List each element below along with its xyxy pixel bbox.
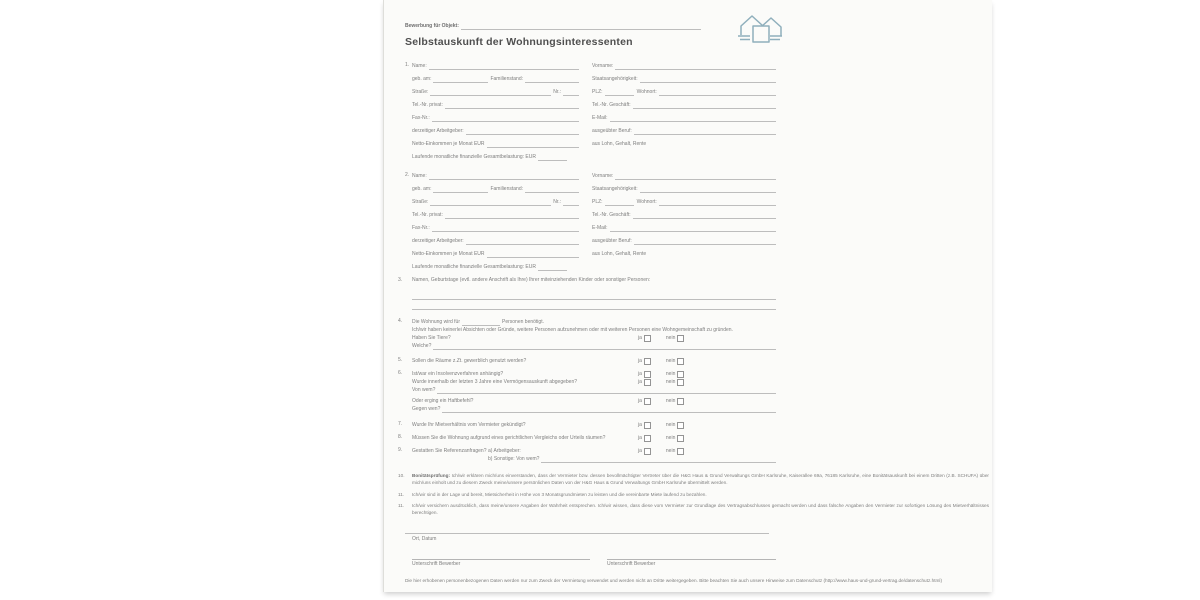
welche-label: Welche?	[412, 343, 432, 349]
geb-am-label: geb. am:	[412, 186, 432, 192]
name-label: Name:	[412, 173, 427, 179]
yes-checkbox	[644, 371, 651, 378]
strasse-input-line	[430, 198, 551, 206]
gesamtbelastung-input-line	[538, 153, 567, 161]
familienstand-input-line	[525, 185, 579, 193]
welche-input-line	[433, 342, 776, 350]
staatsangehoerigkeit-input-line	[640, 75, 776, 83]
section-number: 2.	[405, 172, 410, 178]
yes-checkbox	[644, 422, 651, 429]
familienstand-input-line	[525, 75, 579, 83]
blank-input-line	[412, 290, 776, 300]
question-3	[398, 277, 776, 310]
yes-no-group	[638, 379, 684, 386]
no-label: nein	[665, 398, 676, 404]
vorname-input-line	[615, 62, 776, 70]
tel-geschaeft-label: Tel.-Nr. Geschäft:	[592, 212, 631, 218]
field-row	[412, 245, 776, 258]
question-number: 4.	[398, 318, 403, 324]
netto-einkommen-label: Netto-Einkommen je Monat EUR	[412, 141, 485, 147]
tel-privat-input-line	[445, 211, 579, 219]
arbeitgeber-label: derzeitiger Arbeitgeber:	[412, 128, 464, 134]
bonitaetspruefung-lead: Bonitätsprüfung:	[412, 473, 451, 478]
geb-am-label: geb. am:	[412, 76, 432, 82]
geb-am-input-line	[433, 75, 488, 83]
question-number: 11.	[398, 503, 405, 508]
arbeitgeber-input-line	[466, 237, 579, 245]
staatsangehoerigkeit-label: Staatsangehörigkeit:	[592, 76, 638, 82]
yes-no-group	[638, 435, 684, 442]
no-label: nein	[665, 358, 676, 364]
fax-label: Fax-Nr.:	[412, 115, 430, 121]
email-label: E-Mail:	[592, 115, 608, 121]
yes-no-group	[638, 371, 684, 378]
no-checkbox	[677, 379, 684, 386]
question-9-text: Gestatten Sie Referenzanfragen?	[412, 448, 487, 454]
field-row	[412, 70, 776, 83]
question-8	[398, 434, 776, 442]
gegen-wen-input-line	[442, 405, 776, 413]
plz-label: PLZ:	[592, 89, 603, 95]
gesamtbelastung-label: Laufende monatliche finanzielle Gesamtbelastung: EUR	[412, 154, 536, 160]
field-row	[412, 167, 776, 180]
vorname-label: Vorname:	[592, 173, 614, 179]
question-6-line1: Ist/war ein Insolvenzverfahren anhängig?	[412, 371, 504, 377]
question-number: 7.	[398, 421, 403, 427]
field-row	[412, 57, 776, 70]
email-label: E-Mail:	[592, 225, 608, 231]
question-9	[398, 447, 776, 463]
nr-input-line	[563, 88, 579, 96]
privacy-footer: Die hier erhobenen personenbezogenen Daten werden nur zum Zweck der Vermietung verwendet und werden nicht an Dritte weitergegeben. Bitte beachten Sie auch unsere Hinweise zum Datenschutz (http://www.haus-und-grund-vertrag.de/datenschutz.html)	[405, 578, 943, 583]
question-10	[398, 472, 989, 486]
arbeitgeber-label: derzeitiger Arbeitgeber:	[412, 238, 464, 244]
wohnort-input-line	[659, 88, 776, 96]
field-row	[412, 219, 776, 232]
yes-label: ja	[638, 371, 642, 377]
question-4-line2: Ich/wir haben keinerlei Absichten oder Gründe, weitere Personen aufzunehmen oder mit weiteren Personen eine Wohngemeinschaft zu gründen.	[412, 327, 733, 333]
referenz-sonstige-label: b) Sonstige: Von wem?	[488, 456, 540, 462]
name-input-line	[429, 172, 579, 180]
aus-lohn-label: aus Lohn, Gehalt, Rente	[592, 141, 647, 147]
field-row	[412, 180, 776, 193]
question-5-text: Sollen die Räume z.Zt. gewerblich genutzt werden?	[412, 358, 527, 364]
question-11a-text: Ich/wir sind in der Lage und bereit, Mietsicherheit in Höhe von 3 Monatsgrundmieten zu leisten und die vereinbarte Miete laufend zu bezahlen.	[412, 492, 707, 497]
yes-checkbox	[644, 398, 651, 405]
yes-checkbox	[644, 435, 651, 442]
aus-lohn-label: aus Lohn, Gehalt, Rente	[592, 251, 647, 257]
question-6-line2: Wurde innerhalb der letzten 3 Jahre eine Vermögensauskunft abgegeben?	[412, 379, 578, 385]
email-input-line	[610, 224, 776, 232]
personen-anzahl-input-line	[462, 318, 500, 326]
yes-checkbox	[644, 335, 651, 342]
nr-input-line	[563, 198, 579, 206]
signature-left	[412, 559, 590, 568]
signature-row	[405, 559, 776, 568]
signature-right	[607, 559, 776, 568]
object-label: Bewerbung für Objekt:	[405, 23, 459, 29]
no-checkbox	[677, 335, 684, 342]
question-number: 6.	[398, 370, 403, 376]
field-row	[412, 206, 776, 219]
beruf-input-line	[634, 237, 776, 245]
question-4-line1a: Die Wohnung wird für	[412, 319, 460, 325]
no-checkbox	[677, 422, 684, 429]
von-wem-input-line	[437, 386, 776, 394]
field-row	[412, 109, 776, 122]
gegen-wen-label: Gegen wen?	[412, 406, 441, 412]
nr-label: Nr.:	[553, 199, 561, 205]
question-7-text: Wurde Ihr Mietverhältnis vom Vermieter gekündigt?	[412, 422, 526, 428]
ort-datum-input-line	[405, 532, 769, 534]
question-11a	[398, 491, 989, 498]
yes-checkbox	[644, 379, 651, 386]
beruf-label: ausgeübter Beruf:	[592, 238, 632, 244]
applicant-1-section	[405, 57, 776, 161]
question-10-text: Ich/wir erklären mich/uns einverstanden, dass der Vermieter bzw. dessen bevollmächtigter Vertreter über die H&G Haus & Grund Verwaltungs GmbH Karlsruhe, Kaiserallee 69a, 76185 Karlsruhe, eine Bonitätsauskunft bei einem Dritten (z.B. SCHUFA) über mich/uns einholt und zu diesem Zweck meine/unsere persönlichen Daten von der H&G Haus & Grund Verwaltungs GmbH Karlsruhe übermittelt werden.	[412, 473, 989, 485]
gesamtbelastung-label: Laufende monatliche finanzielle Gesamtbelastung: EUR	[412, 264, 536, 270]
yes-label: ja	[638, 379, 642, 385]
referenz-arbeitgeber-label: a) Arbeitgeber:	[488, 448, 521, 454]
section-number: 1.	[405, 62, 410, 68]
netto-einkommen-input-line	[487, 140, 579, 148]
tel-privat-label: Tel.-Nr. privat:	[412, 212, 443, 218]
field-row	[412, 83, 776, 96]
name-label: Name:	[412, 63, 427, 69]
tel-geschaeft-input-line	[633, 101, 776, 109]
tel-geschaeft-label: Tel.-Nr. Geschäft:	[592, 102, 631, 108]
question-number: 8.	[398, 434, 403, 440]
netto-einkommen-input-line	[487, 250, 579, 258]
question-6	[398, 370, 776, 413]
netto-einkommen-label: Netto-Einkommen je Monat EUR	[412, 251, 485, 257]
yes-no-group	[638, 335, 684, 342]
wohnort-label: Wohnort:	[636, 89, 657, 95]
yes-no-group	[638, 422, 684, 429]
familienstand-label: Familienstand:	[490, 76, 523, 82]
yes-no-group	[638, 448, 684, 455]
yes-checkbox	[644, 358, 651, 365]
no-checkbox	[677, 371, 684, 378]
question-11b	[398, 502, 989, 516]
question-4	[398, 318, 776, 350]
yes-no-group	[638, 398, 684, 405]
question-number: 5.	[398, 357, 403, 363]
no-label: nein	[665, 379, 676, 385]
vorname-label: Vorname:	[592, 63, 614, 69]
question-number: 10.	[398, 473, 405, 478]
no-label: nein	[665, 422, 676, 428]
yes-label: ja	[638, 398, 642, 404]
name-input-line	[429, 62, 579, 70]
no-checkbox	[677, 448, 684, 455]
question-11b-text: Ich/wir versichern ausdrücklich, dass meine/unsere Angaben der Wahrheit entsprechen. Ich/wir wissen, dass diese vom Vermieter zur Grundlage des Vertragsabschlusses gemacht werden und dass falsche Angaben den Vermieter zur sofortigen Lösung des Mietverhältnisses berechtigen.	[412, 503, 989, 515]
staatsangehoerigkeit-label: Staatsangehörigkeit:	[592, 186, 638, 192]
ort-datum-label: Ort, Datum	[412, 536, 437, 542]
field-row	[412, 96, 776, 109]
question-8-text: Müssen Sie die Wohnung aufgrund eines gerichtlichen Vergleichs oder Urteils räumen?	[412, 435, 606, 441]
haftbefehl-question: Oder erging ein Haftbefehl?	[412, 398, 474, 404]
wohnort-input-line	[659, 198, 776, 206]
scanned-form-page	[383, 0, 992, 592]
plz-label: PLZ:	[592, 199, 603, 205]
tiere-question: Haben Sie Tiere?	[412, 335, 451, 341]
strasse-label: Straße:	[412, 199, 429, 205]
no-label: nein	[665, 335, 676, 341]
tel-privat-input-line	[445, 101, 579, 109]
page-title: Selbstauskunft der Wohnungsinteressenten	[405, 36, 633, 48]
question-4-line1b: Personen benötigt.	[502, 319, 544, 325]
nr-label: Nr.:	[553, 89, 561, 95]
no-label: nein	[665, 435, 676, 441]
no-checkbox	[677, 398, 684, 405]
von-wem-label: Von wem?	[412, 387, 436, 393]
fax-input-line	[432, 224, 579, 232]
form-content	[398, 0, 991, 584]
question-number: 3.	[398, 277, 403, 283]
no-checkbox	[677, 435, 684, 442]
strasse-input-line	[430, 88, 551, 96]
question-5	[398, 357, 776, 365]
tel-geschaeft-input-line	[633, 211, 776, 219]
familienstand-label: Familienstand:	[490, 186, 523, 192]
vorname-input-line	[615, 172, 776, 180]
field-row	[412, 135, 776, 148]
yes-label: ja	[638, 448, 642, 454]
gesamtbelastung-input-line	[538, 263, 567, 271]
plz-input-line	[605, 88, 634, 96]
applicant-2-section	[405, 167, 776, 271]
field-row	[412, 193, 776, 206]
yes-label: ja	[638, 358, 642, 364]
beruf-label: ausgeübter Beruf:	[592, 128, 632, 134]
referenz-sonstige-input-line	[541, 455, 776, 463]
beruf-input-line	[634, 127, 776, 135]
no-label: nein	[665, 371, 676, 377]
question-3-text: Namen, Geburtstage (evtl. andere Anschrift als Ihre) Ihrer miteinziehenden Kinder oder sonstiger Personen:	[412, 277, 651, 283]
signature-left-label: Unterschrift Bewerber	[412, 561, 461, 567]
fax-input-line	[432, 114, 579, 122]
question-number: 11.	[398, 492, 405, 497]
tel-privat-label: Tel.-Nr. privat:	[412, 102, 443, 108]
field-row	[412, 232, 776, 245]
signature-right-label: Unterschrift Bewerber	[607, 561, 656, 567]
yes-label: ja	[638, 422, 642, 428]
fax-label: Fax-Nr.:	[412, 225, 430, 231]
wohnort-label: Wohnort:	[636, 199, 657, 205]
plz-input-line	[605, 198, 634, 206]
object-row	[405, 0, 701, 30]
blank-input-line	[412, 300, 776, 310]
email-input-line	[610, 114, 776, 122]
question-7	[398, 421, 776, 429]
staatsangehoerigkeit-input-line	[640, 185, 776, 193]
strasse-label: Straße:	[412, 89, 429, 95]
yes-label: ja	[638, 335, 642, 341]
yes-checkbox	[644, 448, 651, 455]
no-checkbox	[677, 358, 684, 365]
field-row	[412, 122, 776, 135]
question-number: 9.	[398, 447, 403, 453]
yes-label: ja	[638, 435, 642, 441]
no-label: nein	[665, 448, 676, 454]
field-row	[412, 148, 776, 161]
object-input-line	[461, 22, 701, 30]
arbeitgeber-input-line	[466, 127, 579, 135]
field-row	[412, 258, 776, 271]
yes-no-group	[638, 358, 684, 365]
geb-am-input-line	[433, 185, 488, 193]
